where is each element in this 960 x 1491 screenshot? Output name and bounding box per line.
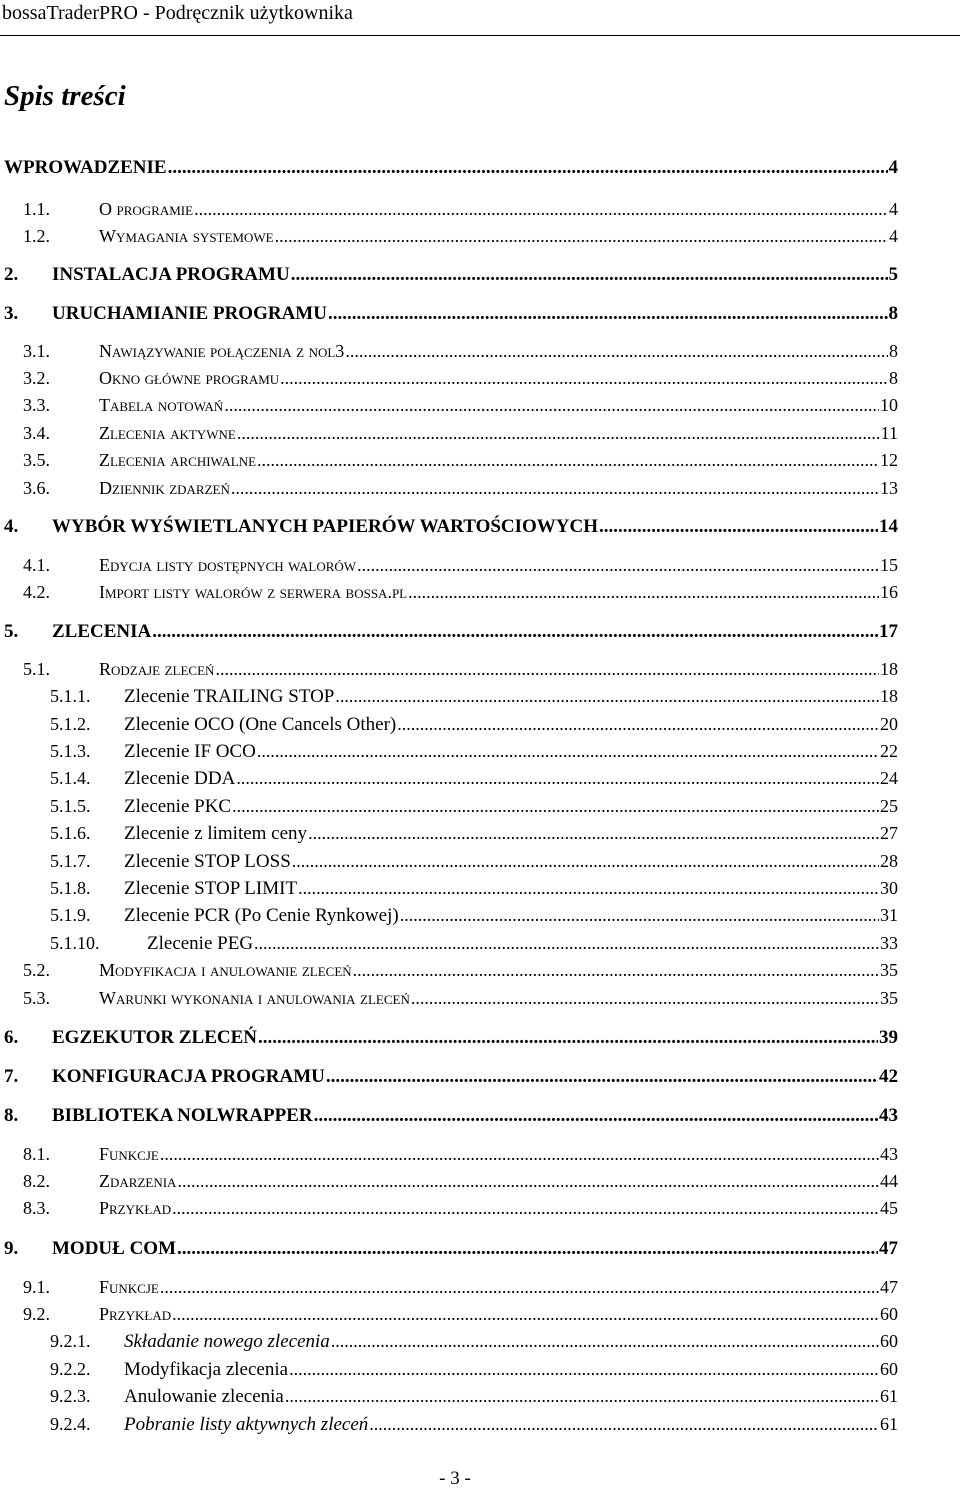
toc-entry-page: 42 <box>879 1066 898 1087</box>
toc-entry-label: Zlecenie DDA <box>124 768 236 789</box>
toc-entry-page: 61 <box>880 1386 898 1406</box>
toc-entry-number: 5.1.7. <box>50 851 91 871</box>
toc-entry-number: 5.1.3. <box>50 741 91 761</box>
toc-entry-number: 9.2.2. <box>50 1359 91 1379</box>
toc-entry-page: 27 <box>880 823 898 843</box>
toc-entry-number: 9.2.1. <box>50 1331 91 1351</box>
toc-entry-number: 4.1. <box>23 555 50 575</box>
toc-leader-dots <box>326 1066 878 1088</box>
toc-entry-page: 43 <box>879 1105 898 1126</box>
toc-entry-number: 9.2.4. <box>50 1414 91 1434</box>
toc-entry-label: KONFIGURACJA PROGRAMU <box>52 1066 325 1087</box>
toc-entry-page: 4 <box>889 199 898 219</box>
toc-leader-dots <box>345 341 888 362</box>
toc-leader-dots <box>215 659 879 680</box>
toc-leader-dots <box>280 368 888 389</box>
toc-entry[interactable] <box>50 933 898 955</box>
toc-entry[interactable] <box>23 988 898 1009</box>
toc-entry[interactable] <box>23 582 898 603</box>
toc-entry-label: Zlecenie STOP LOSS <box>124 851 291 872</box>
toc-entry-number: 8.2. <box>23 1171 50 1191</box>
toc-entry[interactable] <box>23 555 898 576</box>
toc-entry-label: Nawiązywanie połączenia z nol3 <box>99 341 345 361</box>
toc-entry[interactable] <box>4 621 898 643</box>
toc-entry-page: 11 <box>880 423 898 443</box>
toc-entry-label: Przykład <box>99 1198 172 1218</box>
toc-leader-dots <box>369 1414 879 1435</box>
header-divider <box>0 35 960 36</box>
toc-entry[interactable] <box>23 478 898 499</box>
page-number: - 3 - <box>439 1468 471 1489</box>
toc-entry-number: 6. <box>4 1027 19 1048</box>
toc-entry-page: 28 <box>880 851 898 871</box>
toc-entry-number: 4. <box>4 516 19 537</box>
toc-entry-number: 9.2.3. <box>50 1386 91 1406</box>
toc-entry-page: 18 <box>880 686 898 706</box>
toc-entry-label: Składanie nowego zlecenia <box>124 1331 330 1352</box>
toc-entry[interactable] <box>50 686 898 708</box>
toc-entry[interactable] <box>50 768 898 790</box>
toc-leader-dots <box>177 1238 878 1260</box>
toc-leader-dots <box>237 423 880 444</box>
toc-entry-number: 9.2. <box>23 1304 50 1324</box>
toc-leader-dots <box>257 450 879 471</box>
toc-leader-dots <box>254 933 879 954</box>
toc-entry-page: 39 <box>879 1027 898 1048</box>
toc-entry[interactable] <box>50 823 898 845</box>
toc-entry[interactable] <box>4 1027 898 1049</box>
toc-entry-number: 3.1. <box>23 341 50 361</box>
toc-entry-label: Zlecenie STOP LIMIT <box>124 878 298 899</box>
toc-entry-label: Zdarzenia <box>99 1171 177 1191</box>
toc-entry-number: 9.1. <box>23 1277 50 1297</box>
toc-entry-label: Zlecenie TRAILING STOP <box>124 686 335 707</box>
toc-entry-number: 1.2. <box>23 226 50 246</box>
toc-leader-dots <box>231 478 879 499</box>
toc-entry-label: Zlecenie PCR (Po Cenie Rynkowej) <box>124 905 399 926</box>
toc-entry-number: 3.6. <box>23 478 50 498</box>
toc-entry[interactable] <box>4 303 898 325</box>
page-title: Spis treści <box>4 80 126 112</box>
toc-entry-number: 8.3. <box>23 1198 50 1218</box>
toc-leader-dots <box>285 1386 879 1407</box>
toc-leader-dots <box>168 157 888 179</box>
toc-entry-number: 2. <box>4 264 19 285</box>
toc-entry[interactable] <box>4 516 898 538</box>
toc-entry-label: BIBLIOTEKA NOLWRAPPER <box>52 1105 313 1126</box>
toc-entry[interactable] <box>23 960 898 981</box>
toc-leader-dots <box>172 1304 879 1325</box>
toc-entry-label: Zlecenie z limitem ceny <box>124 823 308 844</box>
toc-entry-label: Zlecenie PEG <box>147 933 254 954</box>
toc-entry-label: Modyfikacja i anulowanie zleceń <box>99 960 352 980</box>
toc-leader-dots <box>236 768 879 789</box>
toc-entry-number: 7. <box>4 1066 19 1087</box>
toc-entry-label: URUCHAMIANIE PROGRAMU <box>52 303 327 324</box>
toc-entry[interactable] <box>4 157 898 179</box>
toc-leader-dots <box>258 1027 878 1049</box>
toc-leader-dots <box>408 582 879 603</box>
toc-entry-label: Zlecenie PKC <box>124 796 232 817</box>
toc-entry-label: O programie <box>99 199 194 219</box>
toc-leader-dots <box>257 741 879 762</box>
toc-entry-page: 5 <box>888 264 898 285</box>
toc-entry[interactable] <box>50 1386 898 1408</box>
toc-entry-page: 22 <box>880 741 898 761</box>
toc-entry-number: 9. <box>4 1238 19 1259</box>
toc-entry-page: 8 <box>888 303 898 324</box>
toc-entry-label: Modyfikacja zlecenia <box>124 1359 289 1380</box>
toc-entry-number: 5.1.1. <box>50 686 91 706</box>
toc-entry-page: 4 <box>889 226 898 246</box>
toc-entry-number: 8.1. <box>23 1144 50 1164</box>
toc-entry-number: 3.2. <box>23 368 50 388</box>
toc-entry-page: 17 <box>879 621 898 642</box>
toc-entry-page: 8 <box>889 368 898 388</box>
toc-entry-label: Pobranie listy aktywnych zleceń <box>124 1414 369 1435</box>
toc-entry-page: 35 <box>880 960 898 980</box>
toc-entry-label: Zlecenie OCO (One Cancels Other) <box>124 714 397 735</box>
toc-entry[interactable] <box>23 1277 898 1298</box>
toc-entry-page: 13 <box>880 478 898 498</box>
toc-entry-label: MODUŁ COM <box>52 1238 177 1259</box>
toc-leader-dots <box>291 264 888 286</box>
toc-entry-page: 47 <box>879 1238 898 1259</box>
toc-entry[interactable] <box>23 199 898 220</box>
toc-entry-page: 16 <box>880 582 898 602</box>
toc-entry-page: 47 <box>880 1277 898 1297</box>
toc-entry[interactable] <box>4 264 898 286</box>
toc-leader-dots <box>400 905 879 926</box>
toc-leader-dots <box>331 1331 879 1352</box>
toc-leader-dots <box>232 796 879 817</box>
toc-leader-dots <box>328 303 888 325</box>
running-header: bossaTraderPRO - Podręcznik użytkownika <box>2 2 353 24</box>
toc-entry[interactable] <box>23 1171 898 1192</box>
toc-entry-label: Tabela notowań <box>99 395 224 415</box>
toc-entry-page: 43 <box>880 1144 898 1164</box>
toc-entry-page: 14 <box>879 516 898 537</box>
toc-entry-number: 5.1. <box>23 659 50 679</box>
toc-entry[interactable] <box>23 450 898 471</box>
toc-entry-page: 15 <box>880 555 898 575</box>
toc-leader-dots <box>160 1277 879 1298</box>
toc-entry-page: 30 <box>880 878 898 898</box>
toc-leader-dots <box>298 878 879 899</box>
toc-entry-page: 4 <box>888 157 898 178</box>
toc-entry-label: Import listy walorów z serwera bossa.pl <box>99 582 408 602</box>
toc-entry-number: 5. <box>4 621 19 642</box>
toc-entry-label: Edycja listy dostępnych walorów <box>99 555 357 575</box>
toc-entry-number: 5.1.9. <box>50 905 91 925</box>
toc-entry[interactable] <box>23 423 898 444</box>
toc-leader-dots <box>152 621 878 643</box>
toc-entry-page: 61 <box>880 1414 898 1434</box>
toc-entry-page: 20 <box>880 714 898 734</box>
toc-leader-dots <box>172 1198 879 1219</box>
toc-entry[interactable] <box>50 1331 898 1353</box>
toc-leader-dots <box>224 395 879 416</box>
toc-entry-page: 60 <box>880 1359 898 1379</box>
toc-entry-page: 31 <box>880 905 898 925</box>
toc-leader-dots <box>194 199 888 220</box>
toc-entry-number: 3.5. <box>23 450 50 470</box>
toc-leader-dots <box>275 226 888 247</box>
toc-entry[interactable] <box>50 851 898 873</box>
toc-entry-label: Wymagania systemowe <box>99 226 274 246</box>
toc-leader-dots <box>397 714 879 735</box>
toc-leader-dots <box>314 1105 878 1127</box>
toc-entry-label: Zlecenia aktywne <box>99 423 236 443</box>
toc-entry-page: 10 <box>880 395 898 415</box>
toc-leader-dots <box>335 686 879 707</box>
toc-entry-number: 5.1.10. <box>50 933 100 953</box>
toc-entry-number: 3.3. <box>23 395 50 415</box>
toc-entry-page: 8 <box>889 341 898 361</box>
toc-entry-label: Przykład <box>99 1304 172 1324</box>
toc-entry-page: 25 <box>880 796 898 816</box>
toc-entry-label: Dziennik zdarzeń <box>99 478 230 498</box>
toc-entry-label: WYBÓR WYŚWIETLANYCH PAPIERÓW WARTOŚCIOWYCH <box>52 516 599 537</box>
toc-entry[interactable] <box>23 226 898 247</box>
toc-entry[interactable] <box>50 1359 898 1381</box>
toc-entry-label: INSTALACJA PROGRAMU <box>52 264 290 285</box>
toc-entry-number: 4.2. <box>23 582 50 602</box>
toc-entry[interactable] <box>23 1198 898 1219</box>
toc-entry[interactable] <box>50 1414 898 1436</box>
toc-entry-page: 12 <box>880 450 898 470</box>
toc-entry-number: 3.4. <box>23 423 50 443</box>
toc-entry-number: 1.1. <box>23 199 50 219</box>
toc-leader-dots <box>599 516 878 538</box>
toc-entry-label: Zlecenie IF OCO <box>124 741 256 762</box>
toc-entry[interactable] <box>23 1304 898 1325</box>
toc-entry[interactable] <box>50 905 898 927</box>
toc-entry-page: 24 <box>880 768 898 788</box>
toc-entry[interactable] <box>23 368 898 389</box>
toc-leader-dots <box>357 555 879 576</box>
toc-entry-page: 60 <box>880 1304 898 1324</box>
toc-leader-dots <box>289 1359 879 1380</box>
toc-entry-page: 45 <box>880 1198 898 1218</box>
toc-leader-dots <box>177 1171 879 1192</box>
toc-entry-label: Anulowanie zlecenia <box>124 1386 284 1407</box>
toc-entry-number: 5.1.5. <box>50 796 91 816</box>
toc-entry[interactable] <box>50 714 898 736</box>
toc-entry-number: 5.2. <box>23 960 50 980</box>
toc-entry-label: Zlecenia archiwalne <box>99 450 257 470</box>
toc-entry-number: 8. <box>4 1105 19 1126</box>
toc-entry-number: 5.1.6. <box>50 823 91 843</box>
toc-leader-dots <box>292 851 879 872</box>
toc-entry[interactable] <box>4 1238 898 1260</box>
toc-entry-page: 60 <box>880 1331 898 1351</box>
toc-entry[interactable] <box>23 395 898 416</box>
toc-entry-label: Rodzaje zleceń <box>99 659 215 679</box>
toc-entry-number: 5.1.4. <box>50 768 91 788</box>
toc-entry[interactable] <box>23 341 898 362</box>
toc-entry[interactable] <box>50 741 898 763</box>
toc-leader-dots <box>160 1144 879 1165</box>
toc-entry-number: 3. <box>4 303 19 324</box>
toc-entry-label: Funkcje <box>99 1277 159 1297</box>
toc-entry-label: ZLECENIA <box>52 621 152 642</box>
toc-leader-dots <box>308 823 879 844</box>
toc-entry-label: Okno główne programu <box>99 368 280 388</box>
toc-leader-dots <box>411 988 879 1009</box>
toc-entry[interactable] <box>50 878 898 900</box>
toc-entry-page: 18 <box>880 659 898 679</box>
toc-entry-label: Warunki wykonania i anulowania zleceń <box>99 988 410 1008</box>
toc-entry[interactable] <box>4 1066 898 1088</box>
toc-leader-dots <box>353 960 879 981</box>
toc-entry-number: 5.1.2. <box>50 714 91 734</box>
toc-entry-label: Funkcje <box>99 1144 159 1164</box>
toc-entry-page: 35 <box>880 988 898 1008</box>
toc-entry-label: WPROWADZENIE <box>4 157 167 178</box>
toc-entry-number: 5.1.8. <box>50 878 91 898</box>
toc-entry-page: 44 <box>880 1171 898 1191</box>
toc-entry-label: EGZEKUTOR ZLECEŃ <box>52 1027 258 1048</box>
toc-entry[interactable] <box>23 1144 898 1165</box>
toc-entry[interactable] <box>50 796 898 818</box>
toc-entry[interactable] <box>4 1105 898 1127</box>
toc-entry[interactable] <box>23 659 898 680</box>
toc-entry-number: 5.3. <box>23 988 50 1008</box>
toc-entry-page: 33 <box>880 933 898 953</box>
